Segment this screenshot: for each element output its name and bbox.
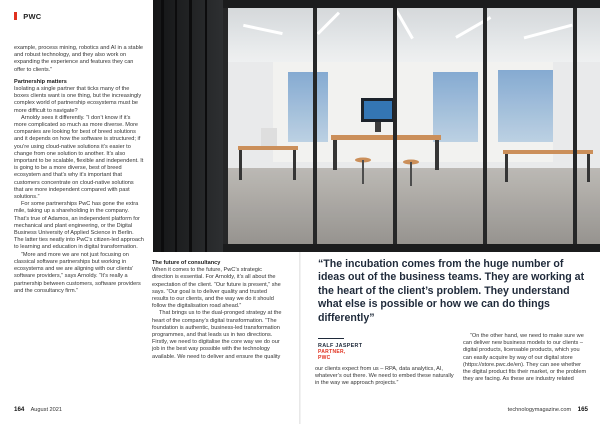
paragraph: That brings us to the dual-pronged strategy at the heart of the company’s digital transformation. “The foundation is authentic, business-led transformation programmes, and that leads us in two directions. Firstly, we need to digitalise the core way we do our job in the best way possible with the technology available. We need to deliver and ensure the quality xyxy=(152,310,282,360)
paragraph: our clients expect from us – RPA, data analytics, AI, whatever’s out there. We need to embed these naturally in the way we approach projects.” xyxy=(315,366,454,387)
quote-attribution xyxy=(318,338,438,362)
attribution-role: PARTNER, xyxy=(318,349,346,355)
paragraph: For some partnerships PwC has gone the extra mile, taking up a shareholding in the company. That’s true of Adamos, an independent platform for mechanical and plant engineering, or the Digital Business University of Applied Science in Berlin. The latter ties neatly into PwC’s citizen-led approach to learning and education in digital transformation. xyxy=(14,201,144,251)
paragraph: Arnoldy sees it differently. “I don’t know if it’s more complicated so much as more diverse. More companies are looking for best of breed solutions and it depends on how the software is structured; if you’re using cloud-native solutions it’s easier to change from one solution to another. It’s also important to be scalable, flexible and independent. It is going to be a more diverse, best of breed ecosystem and that’s why it’s important that customers concentrate on cloud-native solutions that are more independent compared with past solutions.” xyxy=(14,114,144,201)
attribution-company: PWC xyxy=(318,355,331,362)
office-photo xyxy=(153,0,600,252)
section-tag xyxy=(14,12,144,23)
pull-quote: “The incubation comes from the huge number of ideas out of the business teams. They are working at the heart of the client’s problem. They understand what else is possible or how we can do things differently” xyxy=(318,258,585,324)
right-page-footer xyxy=(508,406,588,415)
right-page-number: 165 xyxy=(577,406,588,413)
paragraph: example, process mining, robotics and AI in a stable and robust technology, and they also work on expanding the experience and features they can offer to clients.” xyxy=(14,45,144,73)
subheading: The future of consultancy xyxy=(152,260,221,266)
right-text-column-2 xyxy=(463,333,588,383)
paragraph: “More and more we are not just focusing on classical software partnerships but working in ecosystems and we are aligning with our clients’ software providers,” says Arnoldy. “It’s really a partnership between customers, software providers and the consultancy firm.” xyxy=(14,251,141,294)
section-tag-label: PWC xyxy=(23,12,42,21)
left-text-column xyxy=(14,45,144,295)
right-text-column-1 xyxy=(315,366,455,388)
attribution-rule xyxy=(318,338,344,339)
subheading: Partnership matters xyxy=(14,78,67,85)
left-page-number: 164 xyxy=(14,406,25,413)
accent-bar xyxy=(14,12,17,20)
site-url: technologymagazine.com xyxy=(507,407,572,413)
attribution-name: RALF JASPERT xyxy=(318,343,363,349)
left-page-footer xyxy=(14,406,62,415)
middle-text-column xyxy=(152,260,282,361)
paragraph: “On the other hand, we need to make sure we can deliver new business models to our clients – digital products, licensable products, which you can easily acquire by way of our digital store (https://store.pwc.de/en). They can see whether the digital product fits their market, or the problem they are facing. As these are industry related xyxy=(463,333,587,383)
paragraph: When it comes to the future, PwC’s strategic direction is essential. For Arnoldy, it’s all about the expectation of the client. “Our future is present,” she says. “Our goal is to deliver quality and trusted results to our clients, and the way we do it should follow the digitalisation road ahead.” xyxy=(152,267,281,310)
issue-date: August 2021 xyxy=(30,407,62,413)
paragraph: Isolating a single partner that ticks many of the boxes clients want is one thing, but the increasingly complex world of partnership ecosystems must be more difficult to navigate? xyxy=(14,86,142,114)
